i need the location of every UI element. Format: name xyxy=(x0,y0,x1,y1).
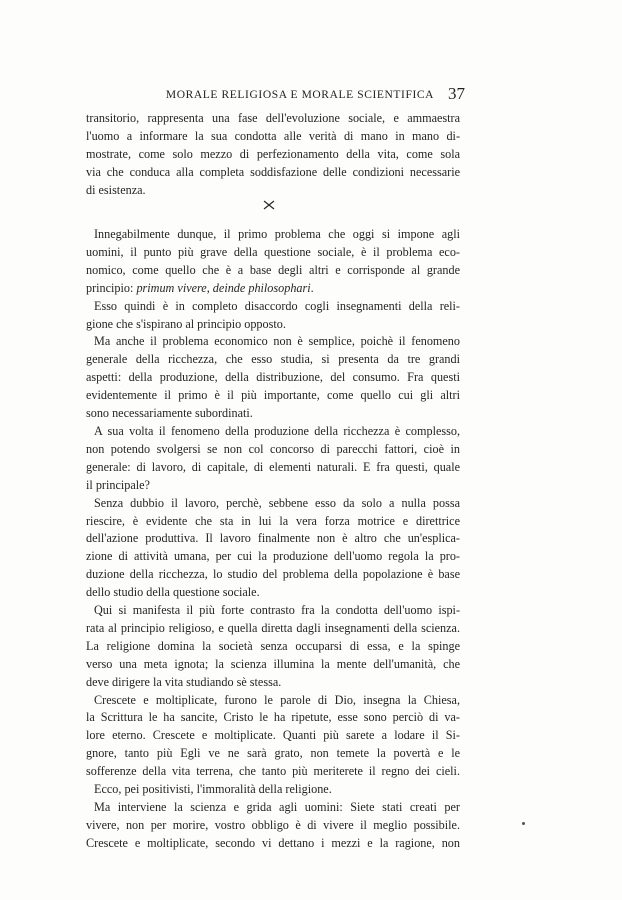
page-number: 37 xyxy=(448,84,465,103)
cross-ornament-icon xyxy=(262,198,276,212)
paragraph-continuation xyxy=(86,110,460,200)
text-line: duzione della ricchezza, lo studio del problema della popolazione è base xyxy=(86,567,460,582)
text-line: verso una meta ignota; la scienza illumina la mente dell'umanità, che xyxy=(86,656,460,671)
text-line: La religione domina la società senza occuparsi di essa, e la spinge xyxy=(86,638,460,653)
paper-speck xyxy=(522,822,525,825)
latin-phrase: primum vivere, deinde philosophari xyxy=(136,280,311,295)
text-line: non potendo svolgersi se non col concorso di parecchi fattori, cioè in xyxy=(86,441,460,456)
text-line: Ma anche il problema economico non è semplice, poichè il fenomeno xyxy=(94,334,460,349)
text-line: lore eterno. Crescete e moltiplicate. Quanti più sarete a lodare il Si- xyxy=(86,728,460,743)
text-line: Crescete e moltiplicate, secondo vi dettano i mezzi e la ragione, non xyxy=(86,835,460,850)
text-line: gnore, tanto più Egli ve ne sarà grato, non temete la povertà e le xyxy=(86,746,460,761)
main-text xyxy=(86,226,460,853)
text-line: Qui si manifesta il più forte contrasto fra la condotta dell'uomo ispi- xyxy=(94,603,460,618)
text-line: zione di attività umana, per cui la produzione dell'uomo regola la pro- xyxy=(86,549,460,564)
text-line: la Scrittura le ha sancite, Cristo le ha ripetute, esse sono perciò di va- xyxy=(86,710,460,725)
text-line: aspetti: della produzione, della distribuzione, del consumo. Fra questi xyxy=(86,370,460,385)
text-line: Innegabilmente dunque, il primo problema che oggi si impone agli xyxy=(94,227,460,241)
text-line: Senza dubbio il lavoro, perchè, sebbene esso da solo a nulla possa xyxy=(94,495,460,510)
text-line: generale: di lavoro, di capitale, di elementi naturali. E fra questi, quale xyxy=(86,459,460,474)
text-line: mostrate, come solo mezzo di perfezionamento della vita, come sola xyxy=(86,146,460,161)
text-line: sofferenze della vita terrena, che tanto più meriterete il regno dei cieli. xyxy=(86,764,460,779)
text-line: di esistenza. xyxy=(86,182,146,197)
text-line-principle: principio: primum vivere, deinde philosophari. xyxy=(86,280,314,295)
text-line: riescire, è evidente che sta in lui la vera forza motrice e direttrice xyxy=(86,513,460,528)
text-line: Ecco, pei positivisti, l'immoralità della religione. xyxy=(94,782,332,797)
running-head: MORALE RELIGIOSA E MORALE SCIENTIFICA xyxy=(165,89,435,101)
text-line: Esso quindi è in completo disaccordo cogli insegnamenti della reli- xyxy=(94,298,460,313)
text-line: uomini, il punto più grave della questione sociale, è il problema eco- xyxy=(86,244,460,259)
text-line: dell'azione produttiva. Il lavoro finalmente non è altro che un'esplica- xyxy=(86,531,460,546)
text-line: transitorio, rappresenta una fase dell'evoluzione sociale, e ammaestra xyxy=(86,111,460,125)
text-line: sono necessariamente subordinati. xyxy=(86,406,253,421)
text-line: generale della ricchezza, che esso studia, si presenta da tre grandi xyxy=(86,352,460,367)
text-line: vivere, non per morire, vostro obbligo è di vivere il meglio possibile. xyxy=(86,817,460,832)
text-line: evidentemente il primo è il più importante, come quello cui gli altri xyxy=(86,388,460,403)
text-line: Ma interviene la scienza e grida agli uomini: Siete stati creati per xyxy=(94,800,460,814)
text-line: l'uomo a informare la sua condotta alle verità di mano in mano di- xyxy=(86,128,460,143)
text-line: deve dirigere la vita studiando sè stessa. xyxy=(86,674,282,689)
text-line: dello studio della questione sociale. xyxy=(86,585,260,600)
text-line: nomico, come quello che è a base degli altri e corrisponde al grande xyxy=(86,262,460,277)
text-line: gione che s'ispirano al principio opposto. xyxy=(86,316,286,331)
text-line: A sua volta il fenomeno della produzione della ricchezza è complesso, xyxy=(94,423,460,438)
text-line: rata al principio religioso, e quella diretta dagli insegnamenti della scienza. xyxy=(86,620,460,635)
text-line: il principale? xyxy=(86,477,150,492)
text-line: Crescete e moltiplicate, furono le parole di Dio, insegna la Chiesa, xyxy=(94,692,460,707)
text-line: via che conduca alla completa soddisfazione delle condizioni necessarie xyxy=(86,164,460,179)
